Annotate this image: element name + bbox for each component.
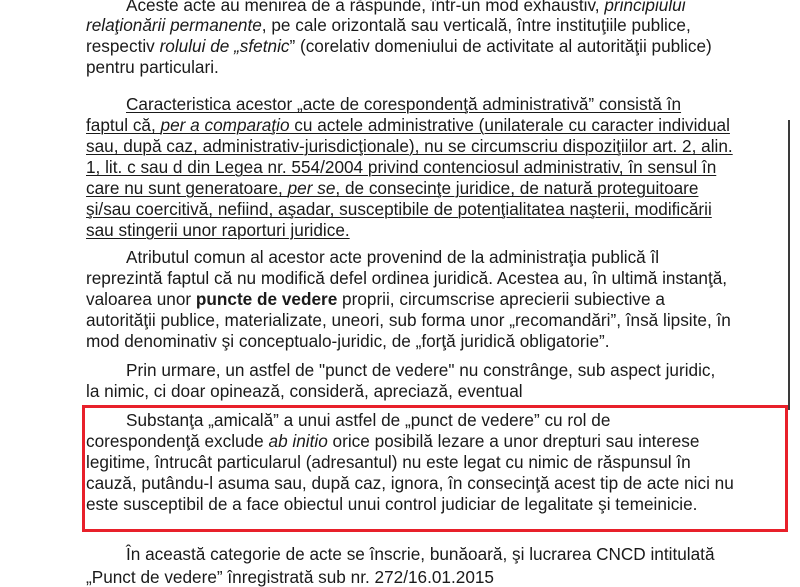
text-run: corespondenţă exclude: [86, 431, 269, 451]
text-run: rolului de „sfetnic: [159, 36, 290, 56]
text-line: [86, 220, 350, 240]
text-run: pentru particulari.: [86, 57, 219, 77]
text-run: per se: [287, 178, 336, 198]
text-line: [86, 331, 610, 351]
text-run: la nimic, ci doar opinează, consideră, apreciază, eventual: [86, 381, 523, 401]
text-run: sau, după caz, administrativ-jurisdicţionale), nu se circumscriu dispoziţiilor art. 2, alin.: [86, 136, 733, 156]
text-run: Aceste acte au menirea de a răspunde, într-un mod exhaustiv,: [126, 0, 605, 15]
text-line: [86, 57, 219, 77]
text-run: relaţionării permanente: [86, 15, 262, 35]
text-run: 1, lit. c sau d din Legea nr. 554/2004 privind contenciosul administrativ, în sensul în: [86, 157, 717, 177]
text-run: autorităţii publice, materializate, uneori, sub forma unor „recomandări”, însă lipsite, în: [86, 310, 731, 330]
text-line: [86, 289, 665, 309]
text-run: cu actele administrative (unilaterale cu caracter individual: [289, 115, 730, 135]
text-line: [86, 15, 691, 35]
text-run: Caracteristica acestor „acte de corespondenţă administrativă” consistă în: [126, 94, 682, 114]
text-line: [126, 94, 681, 114]
text-line: [86, 115, 730, 135]
text-line: [86, 381, 523, 401]
text-line: [86, 36, 712, 56]
text-line: [86, 567, 494, 587]
text-run: „Punct de vedere” înregistrată sub nr. 272/16.01.2015: [86, 567, 494, 587]
text-line: [126, 0, 686, 15]
text-run: , de consecinţe juridice, de natură proteguitoare: [335, 178, 699, 198]
text-line: [86, 268, 727, 288]
text-run: per a comparaţio: [160, 115, 290, 135]
text-line: [86, 178, 698, 198]
text-run: , pe cale orizontală sau verticală, între instituţiile publice,: [261, 15, 691, 35]
text-line: [86, 136, 733, 156]
text-line: [86, 199, 712, 219]
text-run: sau stingerii unor raporturi juridice.: [86, 220, 350, 240]
text-line: [126, 360, 715, 380]
text-run: respectiv: [86, 36, 160, 56]
text-run: Prin urmare, un astfel de "punct de vedere" nu constrânge, sub aspect juridic,: [126, 360, 716, 380]
text-line: [126, 247, 659, 267]
text-run: În această categorie de acte se înscrie, bunăoară, şi lucrarea CNCD intitulată: [126, 544, 715, 564]
text-run: şi/sau coercitivă, nefiind, aşadar, susceptibile de potenţialitatea naşterii, modificării: [86, 199, 712, 219]
red-highlight-box: [82, 405, 788, 532]
text-run: Substanţa „amicală” a unui astfel de „punct de vedere” cu rol de: [126, 410, 611, 430]
margin-mark: [788, 120, 790, 410]
text-run: faptul că,: [86, 115, 161, 135]
text-run: care nu sunt generatoare,: [86, 178, 288, 198]
text-run: mod denominativ şi conceptualo-juridic, de „forţă juridică obligatorie”.: [86, 331, 610, 351]
text-run: proprii, circumscrise aprecierii subiective a: [337, 289, 665, 309]
text-run: legitime, întrucât particularul (adresantul) nu este legat cu nimic de răspunsul în: [86, 452, 691, 472]
text-run: cauză, putându-l asuma sau, după caz, ignora, în consecinţă acest tip de acte nici nu: [86, 473, 734, 493]
text-line: [126, 544, 715, 564]
text-run: ” (corelativ domeniului de activitate al autorităţii publice): [289, 36, 712, 56]
text-run: reprezintă faptul că nu modifică defel ordinea juridică. Acestea au, în ultimă instanţă,: [86, 268, 728, 288]
text-run: orice posibilă lezare a unor drepturi sau interese: [327, 431, 700, 451]
text-line: [86, 157, 716, 177]
text-run: principiului: [604, 0, 686, 15]
text-line: [86, 310, 731, 330]
text-run: ab initio: [268, 431, 328, 451]
text-run: este susceptibil de a face obiectul unui control judiciar de legalitate şi temeinicie.: [86, 494, 698, 514]
text-run: Atributul comun al acestor acte provenind de la administraţia publică îl: [126, 247, 660, 267]
text-run: puncte de vedere: [195, 289, 338, 309]
text-run: valoarea unor: [86, 289, 196, 309]
